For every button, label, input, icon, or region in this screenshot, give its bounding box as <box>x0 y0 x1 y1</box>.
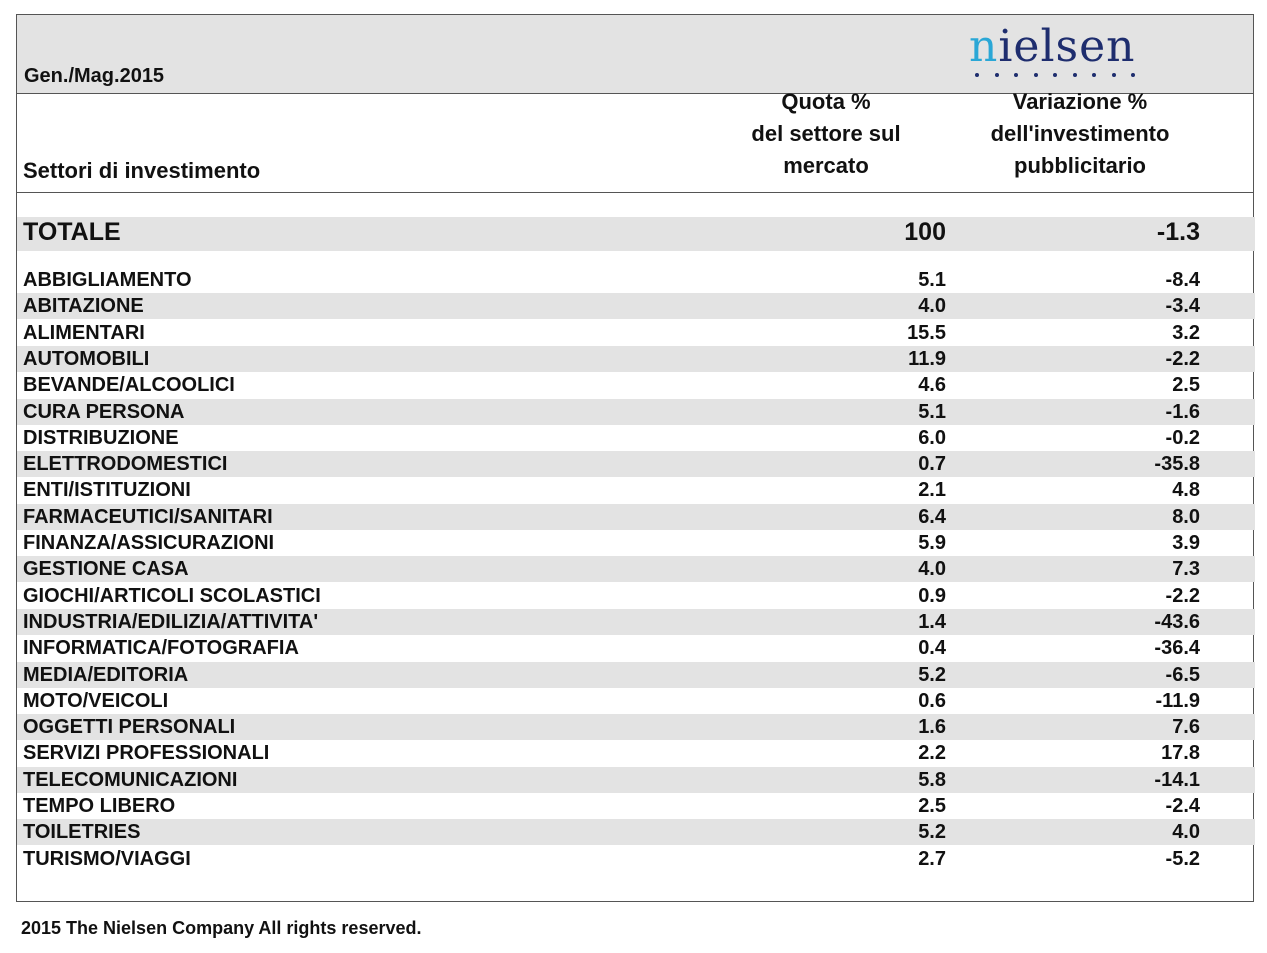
header-variazione-line: pubblicitario <box>1014 153 1146 178</box>
sector-variazione: -35.8 <box>1154 453 1200 476</box>
table-row <box>17 583 1255 609</box>
sector-quota: 5.2 <box>918 663 946 686</box>
sector-quota: 5.1 <box>918 269 946 291</box>
total-row <box>17 217 1255 251</box>
table-row <box>17 819 1255 845</box>
table-row <box>17 530 1255 556</box>
sector-quota: 5.2 <box>918 821 946 844</box>
sector-name: DISTRIBUZIONE <box>23 426 179 449</box>
header-sector: Settori di investimento <box>23 158 261 183</box>
sector-quota: 4.0 <box>918 558 946 581</box>
table-row <box>17 293 1255 319</box>
sector-quota: 2.7 <box>918 847 946 870</box>
sector-name: INDUSTRIA/EDILIZIA/ATTIVITA' <box>23 610 319 633</box>
total-quota: 100 <box>904 218 946 246</box>
sector-quota: 5.9 <box>918 532 946 554</box>
header-variazione-line: Variazione % <box>1012 89 1148 114</box>
table-row <box>17 425 1255 451</box>
header-quota <box>721 86 931 182</box>
sector-name: TOILETRIES <box>23 821 141 844</box>
sector-name: ENTI/ISTITUZIONI <box>23 479 191 502</box>
table-row <box>17 346 1255 372</box>
table-row <box>17 662 1255 688</box>
sector-name: CURA PERSONA <box>23 400 185 423</box>
sector-name: AUTOMOBILI <box>23 347 150 370</box>
table-row <box>17 556 1255 582</box>
sector-variazione: 3.9 <box>1172 532 1200 554</box>
sector-variazione: -36.4 <box>1154 637 1200 660</box>
sector-quota: 0.4 <box>918 637 946 660</box>
table-row <box>17 451 1255 477</box>
table-row <box>17 714 1255 740</box>
sector-name: TURISMO/VIAGGI <box>23 847 191 870</box>
sector-quota: 0.6 <box>918 689 946 712</box>
table-row <box>17 399 1255 425</box>
sector-quota: 1.4 <box>918 610 946 633</box>
sector-variazione: -2.2 <box>1165 347 1200 370</box>
header-quota-line: mercato <box>783 153 869 178</box>
sector-name: MEDIA/EDITORIA <box>23 663 189 686</box>
sector-quota: 4.6 <box>918 374 946 397</box>
sector-name: ALIMENTARI <box>23 321 145 344</box>
sector-quota: 2.1 <box>918 479 946 502</box>
sector-variazione: -1.6 <box>1165 400 1200 423</box>
sector-quota: 6.0 <box>918 426 946 449</box>
sector-quota: 6.4 <box>918 505 946 528</box>
sector-quota: 2.2 <box>918 742 946 765</box>
sector-variazione: -14.1 <box>1154 768 1200 791</box>
sector-quota: 5.8 <box>918 768 946 791</box>
sector-name: MOTO/VEICOLI <box>23 689 169 712</box>
sector-quota: 15.5 <box>907 321 946 344</box>
sector-name: ABITAZIONE <box>23 295 144 318</box>
sector-quota: 4.0 <box>918 295 946 318</box>
sector-name: BEVANDE/ALCOOLICI <box>23 374 235 397</box>
sector-variazione: -2.2 <box>1165 584 1200 607</box>
header-variazione-line: dell'investimento <box>990 121 1170 146</box>
header-quota-line: del settore sul <box>751 121 901 146</box>
period-label: Gen./Mag.2015 <box>24 65 165 87</box>
table-row <box>17 504 1255 530</box>
table-row <box>17 740 1255 766</box>
sector-name: INFORMATICA/FOTOGRAFIA <box>23 637 299 660</box>
sector-name: GESTIONE CASA <box>23 558 189 581</box>
table-row <box>17 609 1255 635</box>
sector-name: ELETTRODOMESTICI <box>23 453 228 476</box>
sector-quota: 5.1 <box>918 400 946 423</box>
sector-variazione: 2.5 <box>1172 374 1200 397</box>
table-row <box>17 477 1255 503</box>
top-band <box>17 15 1253 94</box>
table-row <box>17 846 1255 872</box>
sector-variazione: -2.4 <box>1165 795 1200 817</box>
table-row <box>17 688 1255 714</box>
sector-name: FINANZA/ASSICURAZIONI <box>23 532 275 554</box>
total-label: TOTALE <box>23 218 121 246</box>
sector-quota: 11.9 <box>908 347 946 370</box>
sector-variazione: 3.2 <box>1172 321 1200 344</box>
sector-name: FARMACEUTICI/SANITARI <box>23 505 273 528</box>
report-table <box>16 14 1254 902</box>
sector-variazione: -6.5 <box>1165 663 1200 686</box>
sector-variazione: -0.2 <box>1165 426 1200 449</box>
sector-name: ABBIGLIAMENTO <box>23 269 192 291</box>
sector-variazione: -8.4 <box>1165 269 1200 291</box>
sector-name: GIOCHI/ARTICOLI SCOLASTICI <box>23 584 321 607</box>
header-variazione <box>957 86 1203 182</box>
sector-variazione: -3.4 <box>1165 295 1200 318</box>
sector-variazione: 7.6 <box>1172 716 1200 739</box>
sector-variazione: 8.0 <box>1172 505 1200 528</box>
total-variazione: -1.3 <box>1156 218 1200 246</box>
sector-quota: 1.6 <box>918 716 946 739</box>
sector-variazione: 7.3 <box>1172 558 1200 581</box>
nielsen-logo <box>969 21 1139 81</box>
sector-name: SERVIZI PROFESSIONALI <box>23 742 270 765</box>
sector-variazione: 17.8 <box>1161 742 1200 765</box>
sector-variazione: -43.6 <box>1154 610 1200 633</box>
sector-variazione: -5.2 <box>1165 847 1200 870</box>
sector-name: TEMPO LIBERO <box>23 795 176 817</box>
sector-name: OGGETTI PERSONALI <box>23 716 236 739</box>
sector-quota: 2.5 <box>918 795 946 817</box>
table-header <box>17 89 1253 193</box>
table-row <box>17 767 1255 793</box>
logo-dots <box>975 73 1135 77</box>
copyright-footer: 2015 The Nielsen Company All rights reserved. <box>21 918 422 938</box>
header-quota-line: Quota % <box>781 89 871 114</box>
table-row <box>17 793 1255 819</box>
table-row <box>17 372 1255 398</box>
table-row <box>17 267 1255 293</box>
sector-quota: 0.9 <box>918 584 946 607</box>
sector-variazione: 4.0 <box>1172 821 1200 844</box>
sector-variazione: 4.8 <box>1172 479 1200 502</box>
table-row <box>17 635 1255 661</box>
logo-text: nielsen <box>969 21 1136 72</box>
sector-quota: 0.7 <box>918 453 946 476</box>
sector-variazione: -11.9 <box>1155 689 1200 712</box>
sector-name: TELECOMUNICAZIONI <box>23 768 238 791</box>
table-row <box>17 320 1255 346</box>
